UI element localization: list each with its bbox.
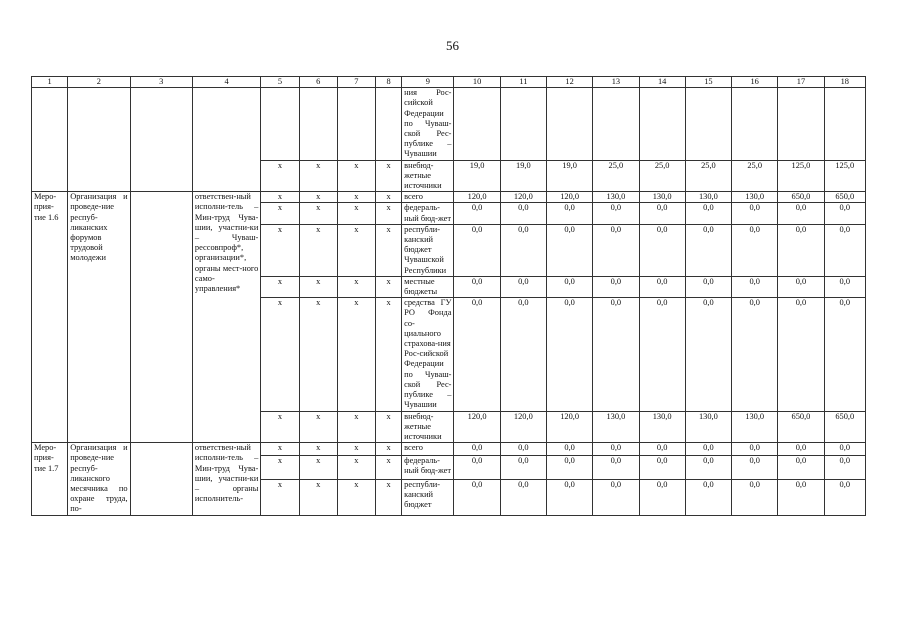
value-cell: 0,0 (685, 276, 731, 297)
executors-cell: ответствен-ный исполни-тель – Мин-труд Чува-шии, участни-ки – органы исполнитель- (192, 443, 260, 515)
value-cell: 650,0 (778, 192, 824, 203)
col3-cell (130, 88, 192, 192)
value-cell: 0,0 (500, 203, 546, 224)
col3-cell (130, 192, 192, 443)
value-cell (500, 88, 546, 160)
value-cell: 120,0 (454, 192, 500, 203)
event-cell: Меро-прия-тие 1.7 (32, 443, 68, 515)
code-cell: х (299, 224, 337, 276)
name-cell: Организация и проведе-ние респуб-ликанских форумов трудовой молодежи (68, 192, 130, 443)
code-cell: х (375, 276, 401, 297)
value-cell: 130,0 (685, 411, 731, 443)
value-cell: 0,0 (732, 479, 778, 515)
value-cell (778, 88, 824, 160)
value-cell: 0,0 (639, 455, 685, 479)
value-cell: 130,0 (639, 192, 685, 203)
column-header: 3 (130, 77, 192, 88)
source-cell: средства ГУ РО Фонда со-циального страхова-ния Рос-сийской Федерации по Чуваш-ской Рес-публике – Чувашии (402, 298, 454, 411)
code-cell: х (261, 192, 299, 203)
source-cell: всего (402, 192, 454, 203)
value-cell: 0,0 (500, 298, 546, 411)
value-cell: 0,0 (546, 203, 592, 224)
code-cell: х (299, 443, 337, 456)
column-header: 2 (68, 77, 130, 88)
code-cell: х (337, 203, 375, 224)
value-cell: 0,0 (685, 479, 731, 515)
source-cell: ния Рос-сийской Федерации по Чуваш-ской Рес-публике – Чувашии (402, 88, 454, 160)
code-cell: х (299, 298, 337, 411)
value-cell: 0,0 (824, 276, 865, 297)
value-cell: 0,0 (824, 455, 865, 479)
code-cell: х (375, 203, 401, 224)
executors-cell (192, 88, 260, 192)
code-cell: х (261, 411, 299, 443)
column-header: 9 (402, 77, 454, 88)
value-cell: 19,0 (546, 160, 592, 192)
value-cell: 0,0 (546, 455, 592, 479)
value-cell: 0,0 (500, 479, 546, 515)
value-cell: 0,0 (778, 224, 824, 276)
value-cell: 0,0 (454, 443, 500, 456)
value-cell: 0,0 (685, 455, 731, 479)
value-cell (546, 88, 592, 160)
code-cell: х (261, 479, 299, 515)
code-cell: х (375, 455, 401, 479)
value-cell: 120,0 (500, 192, 546, 203)
source-cell: республи-канский бюджет (402, 479, 454, 515)
code-cell: х (299, 276, 337, 297)
value-cell: 25,0 (593, 160, 639, 192)
value-cell: 0,0 (685, 298, 731, 411)
source-cell: федераль-ный бюд-жет (402, 203, 454, 224)
column-header: 14 (639, 77, 685, 88)
executors-cell: ответствен-ный исполни-тель – Мин-труд Чува-шии, участни-ки – Чуваш-рессовпроф*, организации*, органы мест-ного само-управления* (192, 192, 260, 443)
value-cell: 0,0 (824, 479, 865, 515)
column-header: 4 (192, 77, 260, 88)
value-cell: 0,0 (732, 298, 778, 411)
value-cell: 0,0 (546, 276, 592, 297)
table-row (32, 443, 866, 456)
value-cell: 0,0 (454, 479, 500, 515)
code-cell: х (375, 192, 401, 203)
column-header: 7 (337, 77, 375, 88)
value-cell: 130,0 (639, 411, 685, 443)
value-cell: 130,0 (732, 411, 778, 443)
code-cell: х (261, 276, 299, 297)
code-cell: х (375, 443, 401, 456)
page-number: 56 (446, 38, 459, 53)
value-cell: 0,0 (685, 224, 731, 276)
value-cell: 0,0 (778, 203, 824, 224)
value-cell: 0,0 (546, 298, 592, 411)
col3-cell (130, 443, 192, 515)
value-cell: 0,0 (593, 455, 639, 479)
source-cell: внебюд-жетные источники (402, 160, 454, 192)
value-cell: 0,0 (778, 479, 824, 515)
value-cell: 120,0 (500, 411, 546, 443)
value-cell: 0,0 (500, 276, 546, 297)
source-cell: республи-канский бюджет Чувашской Республики (402, 224, 454, 276)
value-cell: 0,0 (778, 276, 824, 297)
value-cell (454, 88, 500, 160)
value-cell: 120,0 (546, 411, 592, 443)
column-header: 8 (375, 77, 401, 88)
budget-table (31, 76, 866, 516)
code-cell: х (299, 203, 337, 224)
value-cell (593, 88, 639, 160)
code-cell: х (375, 411, 401, 443)
value-cell: 130,0 (593, 192, 639, 203)
code-cell: х (299, 455, 337, 479)
value-cell: 0,0 (685, 203, 731, 224)
column-header: 1 (32, 77, 68, 88)
value-cell: 0,0 (732, 276, 778, 297)
code-cell: х (375, 479, 401, 515)
column-header: 11 (500, 77, 546, 88)
code-cell: х (337, 192, 375, 203)
header-row (32, 77, 866, 88)
event-cell (32, 88, 68, 192)
code-cell (299, 88, 337, 160)
code-cell: х (375, 160, 401, 192)
code-cell: х (299, 160, 337, 192)
event-cell: Меро-прия-тие 1.6 (32, 192, 68, 443)
value-cell: 0,0 (778, 455, 824, 479)
value-cell: 120,0 (546, 192, 592, 203)
value-cell: 0,0 (454, 276, 500, 297)
source-cell: всего (402, 443, 454, 456)
source-cell: местные бюджеты (402, 276, 454, 297)
value-cell: 0,0 (639, 224, 685, 276)
code-cell: х (337, 455, 375, 479)
value-cell: 0,0 (454, 455, 500, 479)
code-cell: х (337, 160, 375, 192)
column-header: 12 (546, 77, 592, 88)
column-header: 18 (824, 77, 865, 88)
code-cell: х (337, 411, 375, 443)
value-cell: 125,0 (824, 160, 865, 192)
column-header: 17 (778, 77, 824, 88)
code-cell: х (261, 298, 299, 411)
code-cell: х (261, 203, 299, 224)
value-cell: 0,0 (500, 455, 546, 479)
value-cell: 0,0 (732, 224, 778, 276)
code-cell: х (337, 224, 375, 276)
column-header: 10 (454, 77, 500, 88)
value-cell: 650,0 (824, 411, 865, 443)
value-cell: 0,0 (546, 224, 592, 276)
name-cell: Организация и проведе-ние респуб-ликанского месячника по охране труда, по- (68, 443, 130, 515)
code-cell: х (261, 443, 299, 456)
value-cell: 120,0 (454, 411, 500, 443)
value-cell: 0,0 (732, 443, 778, 456)
code-cell (337, 88, 375, 160)
value-cell: 650,0 (778, 411, 824, 443)
value-cell: 0,0 (685, 443, 731, 456)
value-cell: 130,0 (732, 192, 778, 203)
value-cell: 0,0 (593, 443, 639, 456)
value-cell: 0,0 (639, 203, 685, 224)
name-cell (68, 88, 130, 192)
column-header: 13 (593, 77, 639, 88)
code-cell: х (299, 192, 337, 203)
value-cell: 0,0 (639, 443, 685, 456)
value-cell: 0,0 (824, 203, 865, 224)
value-cell: 130,0 (685, 192, 731, 203)
code-cell: х (261, 455, 299, 479)
value-cell: 0,0 (454, 298, 500, 411)
column-header: 15 (685, 77, 731, 88)
value-cell: 0,0 (454, 203, 500, 224)
value-cell: 650,0 (824, 192, 865, 203)
code-cell: х (337, 479, 375, 515)
code-cell: х (299, 411, 337, 443)
value-cell: 0,0 (546, 443, 592, 456)
value-cell: 125,0 (778, 160, 824, 192)
value-cell: 0,0 (593, 224, 639, 276)
value-cell: 0,0 (824, 224, 865, 276)
column-header: 16 (732, 77, 778, 88)
value-cell: 0,0 (500, 224, 546, 276)
source-cell: федераль-ный бюд-жет (402, 455, 454, 479)
code-cell: х (261, 160, 299, 192)
code-cell (375, 88, 401, 160)
value-cell: 0,0 (639, 276, 685, 297)
value-cell: 0,0 (454, 224, 500, 276)
column-header: 6 (299, 77, 337, 88)
value-cell: 0,0 (593, 479, 639, 515)
value-cell: 0,0 (500, 443, 546, 456)
code-cell (261, 88, 299, 160)
source-cell: внебюд-жетные источники (402, 411, 454, 443)
value-cell (824, 88, 865, 160)
value-cell: 25,0 (685, 160, 731, 192)
value-cell: 130,0 (593, 411, 639, 443)
value-cell: 0,0 (593, 276, 639, 297)
value-cell: 0,0 (593, 203, 639, 224)
value-cell: 0,0 (824, 443, 865, 456)
value-cell: 0,0 (639, 479, 685, 515)
code-cell: х (375, 298, 401, 411)
value-cell: 0,0 (778, 443, 824, 456)
value-cell: 0,0 (824, 298, 865, 411)
value-cell: 25,0 (639, 160, 685, 192)
value-cell: 19,0 (500, 160, 546, 192)
value-cell: 0,0 (546, 479, 592, 515)
value-cell: 0,0 (732, 203, 778, 224)
code-cell: х (261, 224, 299, 276)
column-header: 5 (261, 77, 299, 88)
code-cell: х (337, 276, 375, 297)
value-cell: 25,0 (732, 160, 778, 192)
code-cell: х (337, 298, 375, 411)
value-cell: 0,0 (732, 455, 778, 479)
value-cell (732, 88, 778, 160)
code-cell: х (299, 479, 337, 515)
code-cell: х (375, 224, 401, 276)
value-cell (639, 88, 685, 160)
value-cell (685, 88, 731, 160)
value-cell: 0,0 (593, 298, 639, 411)
code-cell: х (337, 443, 375, 456)
table-row (32, 88, 866, 160)
value-cell: 0,0 (639, 298, 685, 411)
value-cell: 19,0 (454, 160, 500, 192)
table-row (32, 192, 866, 203)
value-cell: 0,0 (778, 298, 824, 411)
